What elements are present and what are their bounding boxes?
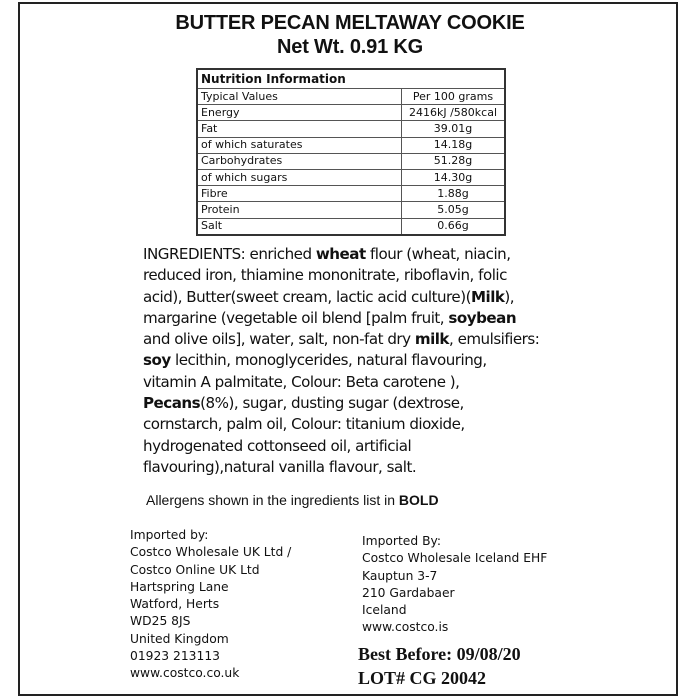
best-before-date: Best Before: 09/08/20: [358, 644, 521, 664]
allergen-word: soybean: [448, 308, 517, 327]
ingredients-paragraph: [143, 244, 543, 478]
table-row: [197, 89, 505, 105]
address-line: Costco Wholesale Iceland EHF: [362, 551, 548, 566]
address-line: WD25 8JS: [130, 614, 191, 629]
table-row: [197, 121, 505, 137]
net-weight: Net Wt. 0.91 KG: [277, 36, 423, 58]
ingredient-text: INGREDIENTS: enriched: [143, 245, 316, 263]
address-line: Iceland: [362, 603, 407, 618]
table-row: [197, 218, 505, 235]
address-line: 210 Gardabaer: [362, 585, 455, 600]
nutrient-value: 51.28g: [402, 153, 506, 169]
nutrient-label: Fat: [197, 121, 402, 137]
table-row: [197, 105, 505, 121]
nutrition-table: [196, 68, 506, 236]
nutrient-label: Protein: [197, 202, 402, 218]
allergen-word: milk: [414, 330, 449, 349]
address-line: 01923 213113: [130, 649, 220, 664]
lot-number: LOT# CG 20042: [358, 668, 487, 688]
address-line: Hartspring Lane: [130, 579, 229, 594]
address-line: Costco Wholesale UK Ltd /: [130, 545, 292, 560]
nutrient-label: Salt: [197, 218, 402, 235]
table-row: [197, 202, 505, 218]
table-row: [197, 137, 505, 153]
allergen-word: wheat: [315, 245, 366, 263]
table-row: [197, 169, 505, 185]
ingredient-text: flour (wheat, niacin, reduced iron, thiamine mononitrate, riboflavin, folic acid), Butter(sweet cream, lactic acid culture)(: [143, 245, 511, 306]
nutrient-value: 0.66g: [402, 218, 506, 235]
ingredient-text: (8%), sugar, dusting sugar (dextrose, cornstarch, palm oil, Colour: titanium dioxide, hydrogenated cottonseed oil, artificial flavouring),natural vanilla flavour, salt.: [143, 394, 465, 476]
allergen-note-bold: BOLD: [398, 492, 439, 508]
importer-iceland-address: [362, 533, 547, 637]
ingredient-text: and olive oils], water, salt, non-fat dry: [143, 330, 415, 349]
nutrient-value: 14.30g: [402, 169, 506, 185]
table-row: [197, 153, 505, 169]
nutrient-value: 5.05g: [402, 202, 506, 218]
ingredient-text: lecithin, monoglycerides, natural flavouring, vitamin A palmitate, Colour: Beta carotene ),: [143, 351, 487, 391]
address-line: United Kingdom: [130, 631, 229, 646]
nutrient-label: Typical Values: [197, 89, 402, 105]
nutrient-value: 2416kJ /580kcal: [402, 105, 506, 121]
allergen-word: Milk: [471, 287, 505, 306]
table-row: [197, 186, 505, 202]
nutrition-heading-row: [197, 69, 505, 89]
allergen-word: Pecans: [143, 394, 201, 413]
nutrient-label: of which sugars: [197, 169, 402, 185]
address-line: Imported by:: [130, 528, 209, 542]
address-line: Kauptun 3-7: [362, 568, 438, 583]
ingredient-text: ), margarine (vegetable oil blend [palm fruit,: [143, 287, 515, 327]
nutrient-value: 14.18g: [402, 137, 506, 153]
allergen-note-text: Allergens shown in the ingredients list in: [146, 492, 399, 508]
nutrient-value: 1.88g: [402, 186, 506, 202]
nutrition-heading: Nutrition Information: [197, 69, 505, 89]
ingredient-text: , emulsifiers:: [448, 330, 540, 349]
nutrient-label: Energy: [197, 105, 402, 121]
importer-uk-address: [130, 527, 291, 683]
nutrient-label: Carbohydrates: [197, 153, 402, 169]
allergen-note: [146, 492, 439, 508]
nutrient-value: Per 100 grams: [402, 89, 506, 105]
allergen-word: soy: [143, 351, 171, 370]
nutrient-value: 39.01g: [402, 121, 506, 137]
address-line: Watford, Herts: [130, 597, 220, 612]
address-line: Costco Online UK Ltd: [130, 562, 260, 577]
address-line: Imported By:: [362, 534, 442, 548]
address-line: www.costco.co.uk: [130, 666, 240, 681]
nutrient-label: of which saturates: [197, 137, 402, 153]
product-title: BUTTER PECAN MELTAWAY COOKIE: [175, 12, 525, 34]
address-line: www.costco.is: [362, 620, 449, 635]
nutrient-label: Fibre: [197, 186, 402, 202]
